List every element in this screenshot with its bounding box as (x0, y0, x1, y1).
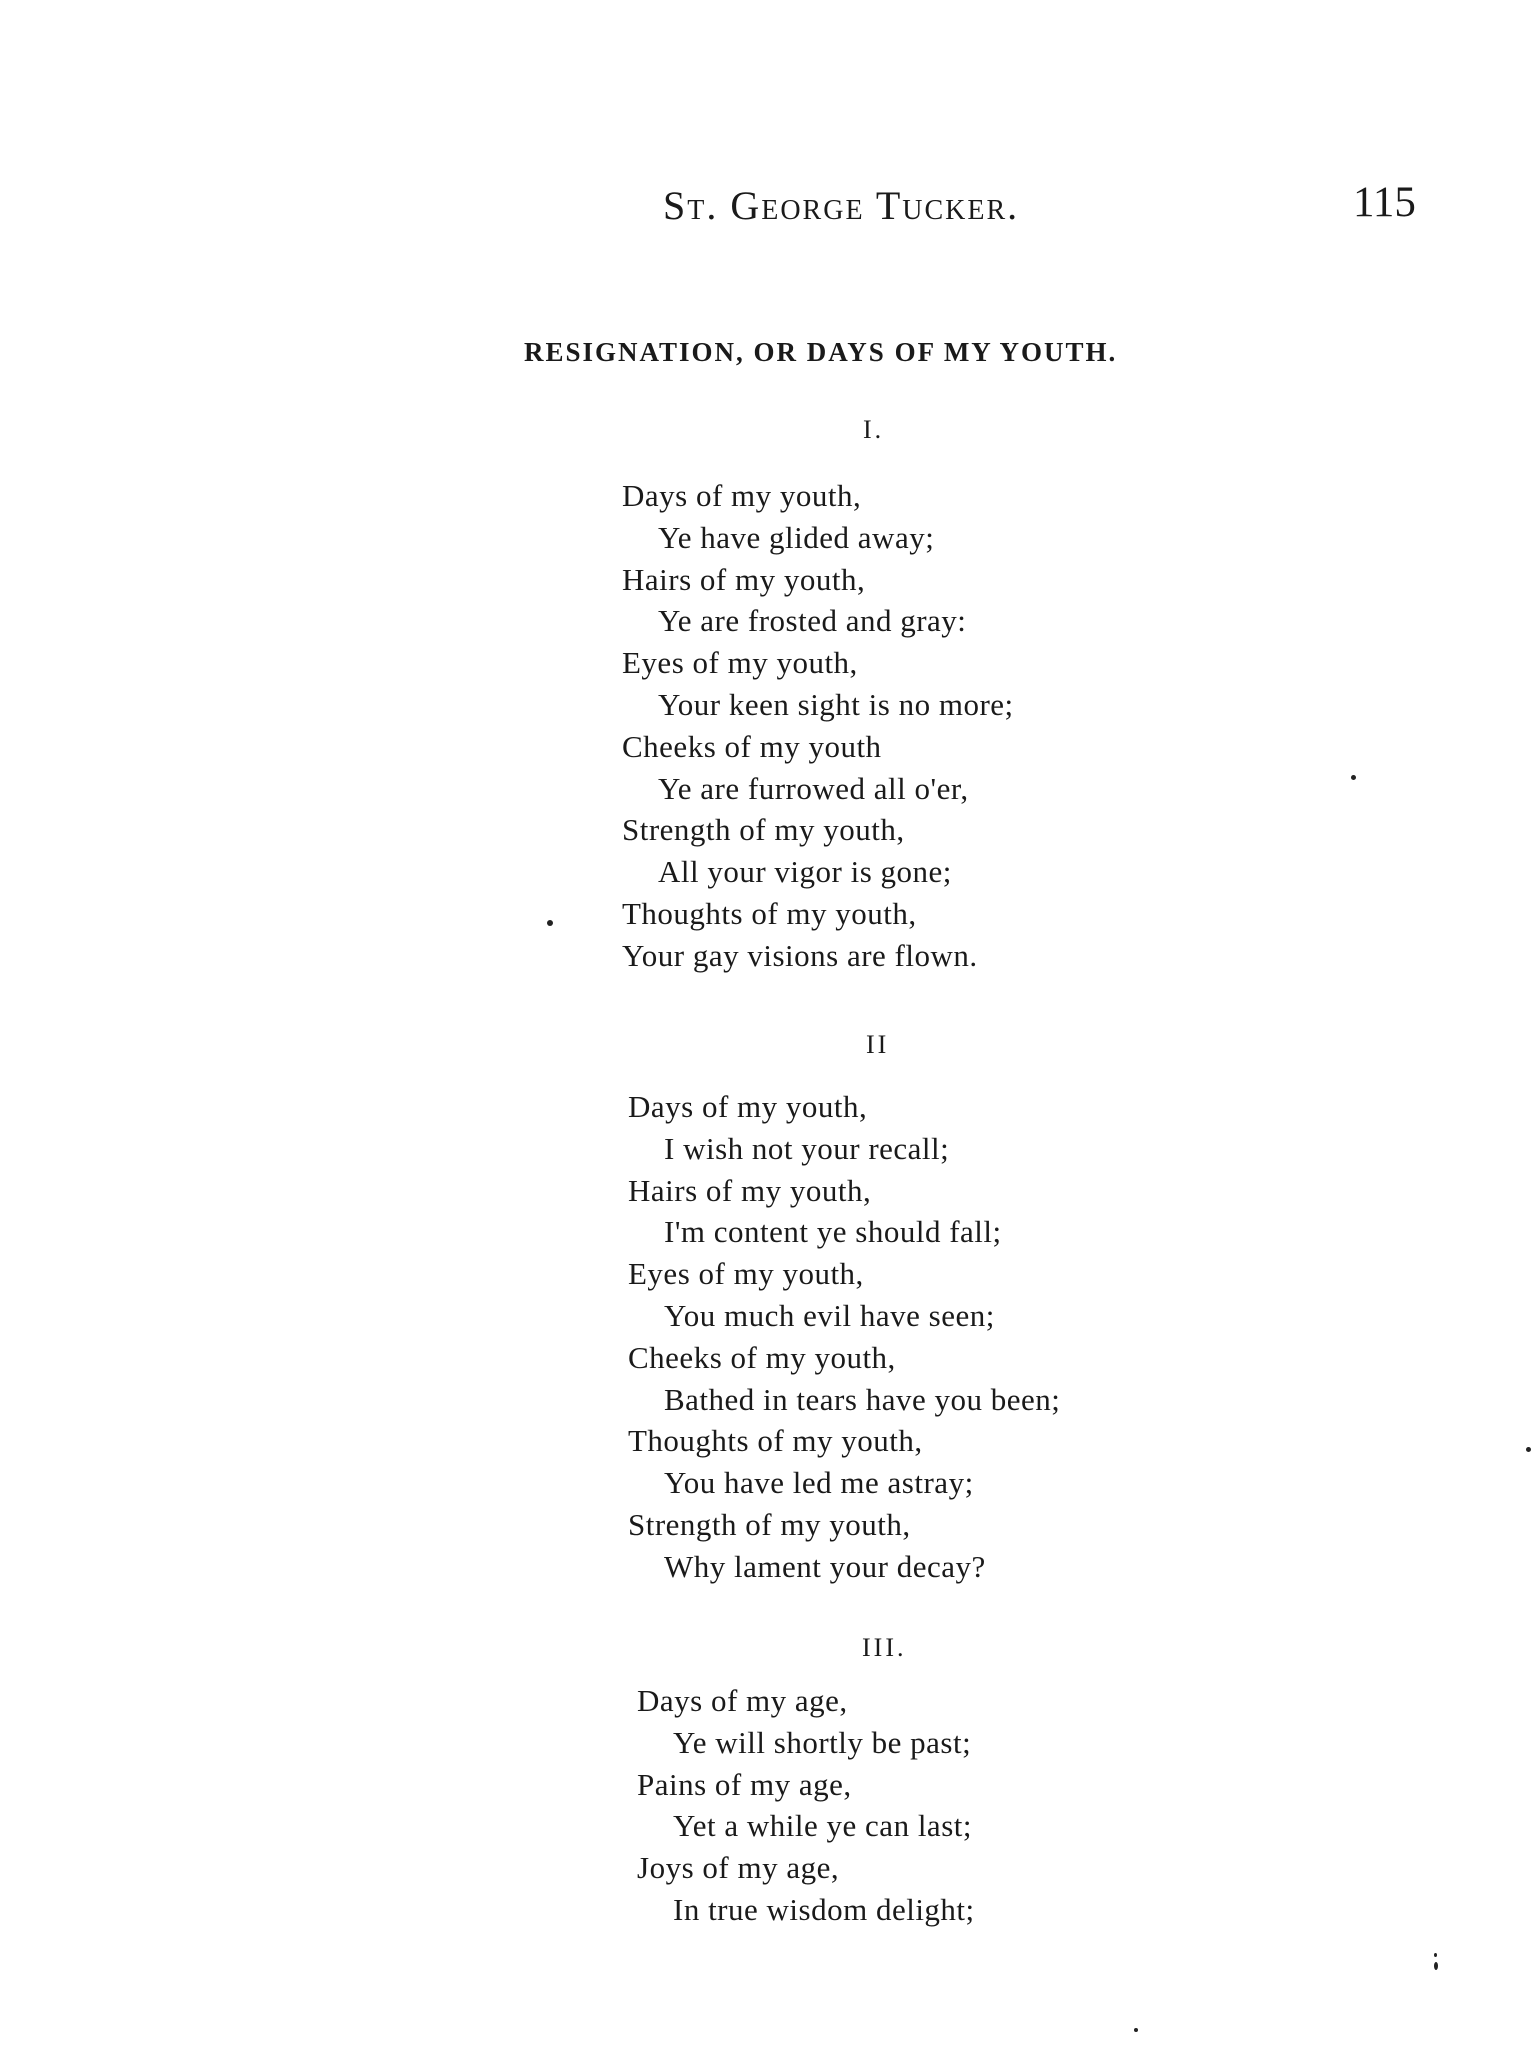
poem-line: Days of my age, (637, 1683, 848, 1718)
poem-line: Ye are frosted and gray: (658, 603, 967, 639)
scan-speck (1134, 2028, 1138, 2032)
poem-line: Strength of my youth, (628, 1506, 911, 1542)
poem-line: In true wisdom delight; (673, 1891, 975, 1927)
poem-line: Thoughts of my youth, (622, 895, 917, 931)
poem-line: You have led me astray; (664, 1465, 974, 1501)
scan-speck (547, 920, 553, 926)
poem-line: Hairs of my youth, (628, 1172, 872, 1208)
running-head-title: St. George Tucker. (663, 183, 1020, 228)
scan-speck (1351, 775, 1356, 780)
poem-line: I wish not your recall; (664, 1130, 950, 1166)
poem-line: Hairs of my youth, (622, 561, 866, 597)
stanza-3 (637, 1680, 975, 1931)
poem-line: Why lament your decay? (664, 1548, 986, 1584)
stanza-2 (628, 1086, 1060, 1588)
scan-speck (1434, 1962, 1438, 1970)
scan-speck (1526, 1447, 1531, 1452)
scan-speck (1434, 1953, 1437, 1957)
poem-line: Thoughts of my youth, (628, 1423, 923, 1459)
poem-line: Strength of my youth, (622, 812, 905, 848)
stanza-1 (622, 475, 1014, 977)
poem-line: Days of my youth, (622, 478, 862, 513)
poem-line: I'm content ye should fall; (664, 1214, 1002, 1250)
poem-line: Joys of my age, (637, 1850, 840, 1886)
stanza-number-3: III. (862, 1633, 907, 1662)
poem-line: Eyes of my youth, (628, 1256, 864, 1292)
poem-line: Ye will shortly be past; (673, 1724, 972, 1760)
poem-line: Bathed in tears have you been; (664, 1381, 1061, 1417)
poem-title: RESIGNATION, OR DAYS OF MY YOUTH. (524, 337, 1118, 367)
poem-line: Days of my youth, (628, 1089, 868, 1124)
poem-line: All your vigor is gone; (658, 854, 952, 890)
poem-line: Pains of my age, (637, 1766, 852, 1802)
poem-line: You much evil have seen; (664, 1297, 995, 1333)
page-number: 115 (1353, 179, 1416, 226)
stanza-number-1: I. (863, 415, 885, 444)
poem-line: Ye have glided away; (658, 519, 935, 555)
poem-line: Yet a while ye can last; (673, 1808, 972, 1844)
poem-line: Eyes of my youth, (622, 645, 858, 681)
poem-line: Your gay visions are flown. (622, 937, 978, 973)
poem-line: Your keen sight is no more; (658, 686, 1014, 722)
poem-line: Ye are furrowed all o'er, (658, 770, 969, 806)
poem-line: Cheeks of my youth, (628, 1339, 896, 1375)
poem-line: Cheeks of my youth (622, 728, 882, 764)
stanza-number-2: II (866, 1030, 890, 1059)
